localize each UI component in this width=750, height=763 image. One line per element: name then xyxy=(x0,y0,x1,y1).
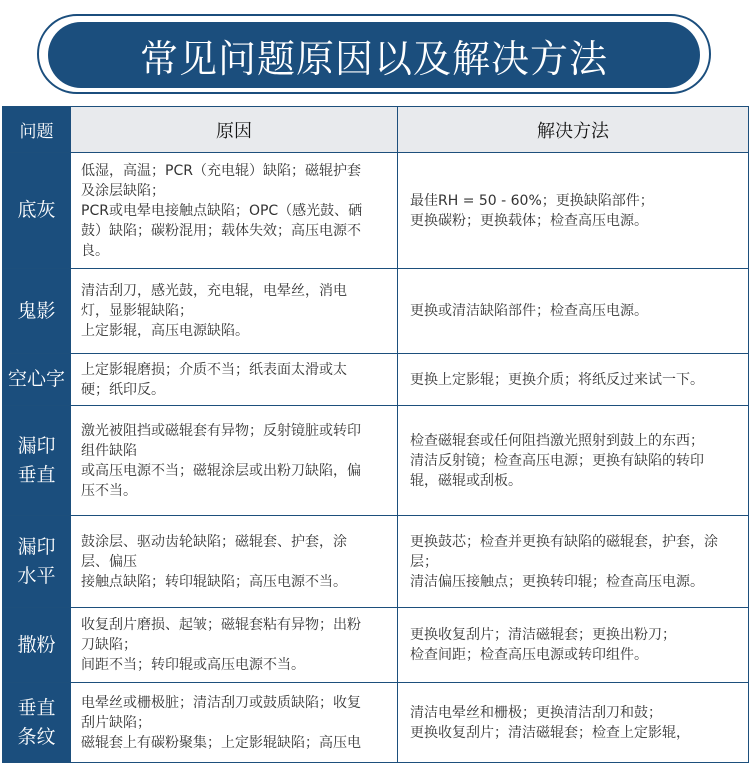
problem-cell xyxy=(3,354,71,406)
cause-cell xyxy=(71,608,398,683)
table-row xyxy=(3,269,749,354)
solution-text: 检查磁辊套或任何阻挡激光照射到鼓上的东西； 清洁反射镜；检查高压电源；更换有缺陷的转印 辊，磁辊或刮板。 xyxy=(410,432,704,489)
solution-cell xyxy=(398,406,749,516)
header-cause: 原因 xyxy=(71,107,398,153)
solution-text: 更换上定影辊；更换介质；将纸反过来试一下。 xyxy=(410,371,704,388)
cause-cell xyxy=(71,516,398,608)
cause-cell xyxy=(71,153,398,269)
cause-cell xyxy=(71,354,398,406)
problem-label: 漏印 水平 xyxy=(17,535,56,587)
table-row xyxy=(3,608,749,683)
table-header-row xyxy=(3,107,749,153)
cause-text: 低湿，高温；PCR（充电辊）缺陷；磁辊护套 及涂层缺陷； PCR或电晕电接触点缺陷；OPC（感光鼓、硒 鼓）缺陷；碳粉混用；载体失效；高压电源不 良。 xyxy=(81,162,363,259)
problem-cell xyxy=(3,269,71,354)
problem-cell xyxy=(3,683,71,763)
cause-text: 鼓涂层、驱动齿轮缺陷；磁辊套、护套，涂 层、偏压 接触点缺陷；转印辊缺陷；高压电源不当。 xyxy=(81,533,347,590)
problem-label: 空心字 xyxy=(7,368,65,390)
problem-cell xyxy=(3,608,71,683)
problem-label: 垂直 条纹 xyxy=(17,696,56,748)
table-row xyxy=(3,153,749,269)
solution-cell xyxy=(398,683,749,763)
solution-cell xyxy=(398,608,749,683)
solution-cell xyxy=(398,153,749,269)
cause-cell xyxy=(71,269,398,354)
cause-text: 上定影辊磨损；介质不当；纸表面太滑或太 硬；纸印反。 xyxy=(81,361,347,398)
table-row xyxy=(3,406,749,516)
problem-cell xyxy=(3,406,71,516)
solution-text: 更换鼓芯；检查并更换有缺陷的磁辊套，护套，涂 层； 清洁偏压接触点；更换转印辊；检查高压电源。 xyxy=(410,533,718,590)
solution-cell xyxy=(398,354,749,406)
problem-label: 鬼影 xyxy=(17,299,56,322)
cause-cell xyxy=(71,683,398,763)
solution-cell xyxy=(398,516,749,608)
problem-label: 漏印 垂直 xyxy=(17,434,56,486)
cause-cell xyxy=(71,406,398,516)
header-solution: 解决方法 xyxy=(398,107,749,153)
problem-cell xyxy=(3,516,71,608)
table-row xyxy=(3,354,749,406)
solution-text: 清洁电晕丝和栅极；更换清洁刮刀和鼓； 更换收复刮片；清洁磁辊套；检查上定影辊， xyxy=(410,704,690,741)
cause-text: 激光被阻挡或磁辊套有异物；反射镜脏或转印 组件缺陷 或高压电源不当；磁辊涂层或出粉刀缺陷，偏 压不当。 xyxy=(81,422,361,499)
solution-text: 更换或清洁缺陷部件；检查高压电源。 xyxy=(410,303,648,319)
solution-cell xyxy=(398,269,749,354)
cause-text: 电晕丝或栅极脏；清洁刮刀或鼓质缺陷；收复 刮片缺陷； 磁辊套上有碳粉聚集；上定影辊缺陷；高压电 xyxy=(81,694,361,751)
table-row xyxy=(3,516,749,608)
troubleshooting-table xyxy=(2,106,749,763)
cause-text: 收复刮片磨损、起皱；磁辊套粘有异物；出粉 刀缺陷； 间距不当；转印辊或高压电源不当。 xyxy=(81,617,361,673)
solution-text: 最佳RH = 50 - 60%；更换缺陷部件； 更换碳粉；更换载体；检查高压电源。 xyxy=(410,192,654,229)
header-problem: 问题 xyxy=(3,107,71,153)
cause-text: 清洁刮刀，感光鼓，充电辊，电晕丝，消电 灯，显影辊缺陷； 上定影辊，高压电源缺陷。 xyxy=(81,283,347,339)
page-title: 常见问题原因以及解决方法 xyxy=(48,22,700,88)
table-row xyxy=(3,683,749,763)
problem-label: 底灰 xyxy=(17,199,56,221)
problem-label: 撒粉 xyxy=(17,633,56,656)
solution-text: 更换收复刮片；清洁磁辊套；更换出粉刀； 检查间距；检查高压电源或转印组件。 xyxy=(410,627,676,663)
problem-cell xyxy=(3,153,71,269)
